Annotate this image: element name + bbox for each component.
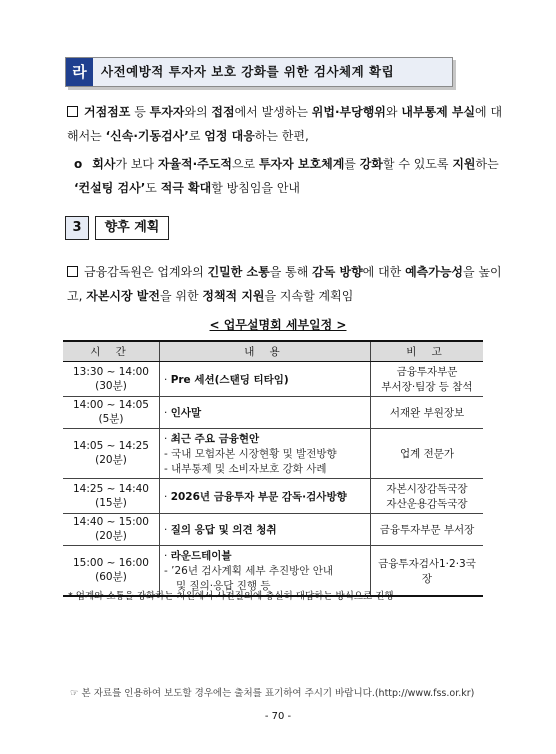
page-number: - 70 - (264, 711, 292, 722)
schedule-table (63, 340, 483, 597)
section-number: 3 (65, 216, 89, 240)
section-label: 향후 계획 (95, 216, 169, 240)
citation-notice: ☞ 본 자료를 인용하여 보도할 경우에는 출처를 표기하여 주시기 바랍니다.(http://www.fss.or.kr) (70, 688, 475, 699)
note-cell: 금융투자부문 부서장 (371, 514, 484, 546)
time-cell: 14:00 ~ 14:05 (5분) (63, 397, 160, 429)
paragraph-consulting: o 회사가 보다 자율적·주도적으로 투자자 보호체계를 강화할 수 있도록 지원하는 ‘컨설팅 검사’도 적극 확대할 방침임을 안내 (74, 157, 499, 195)
time-cell: 14:25 ~ 14:40 (15분) (63, 479, 160, 514)
header-note: 비 고 (371, 341, 484, 362)
section-title: 사전예방적 투자자 보호 강화를 위한 검사체계 확립 (101, 64, 395, 79)
table-row (63, 514, 483, 546)
note-cell: 금융투자검사1·2·3국장 (371, 546, 484, 597)
square-bullet-icon (67, 266, 78, 277)
table-row (63, 362, 483, 397)
table-row (63, 429, 483, 479)
paragraph-future-plan: 금융감독원은 업계와의 긴밀한 소통을 통해 감독 방향에 대한 예측가능성을 높이고, 자본시장 발전을 위한 정책적 지원을 지속할 계획임 (67, 265, 502, 303)
content-cell: · Pre 세션(스탠딩 티타임) (160, 362, 371, 397)
content-cell: · 질의 응답 및 의견 청취 (160, 514, 371, 546)
circle-bullet-icon: o (74, 157, 83, 171)
note-cell: 자본시장감독국장 자산운용감독국장 (371, 479, 484, 514)
table-caption: < 업무설명회 세부일정 > (209, 318, 347, 332)
table-row (63, 479, 483, 514)
time-cell: 14:40 ~ 15:00 (20분) (63, 514, 160, 546)
section-badge: 라 (66, 58, 93, 86)
header-time: 시 간 (63, 341, 160, 362)
header-content: 내 용 (160, 341, 371, 362)
time-cell: 13:30 ~ 14:00 (30분) (63, 362, 160, 397)
paragraph-inspection: 거점점포 등 투자자와의 접점에서 발생하는 위법·부당행위와 내부통제 부실에 대해서는 ‘신속·기동검사’로 엄정 대응하는 한편, (67, 105, 503, 143)
square-bullet-icon (67, 106, 78, 117)
note-cell: 업계 전문가 (371, 429, 484, 479)
content-cell: · 최근 주요 금융현안 - 국내 모험자본 시장현황 및 발전방향 - 내부통제 및 소비자보호 강화 사례 (160, 429, 371, 479)
time-cell: 14:05 ~ 14:25 (20분) (63, 429, 160, 479)
table-footnote: * 업계와 소통을 강화하는 차원에서 사전질의에 충실히 대답하는 방식으로 진행 (68, 591, 394, 602)
table-header-row (63, 341, 483, 362)
note-cell: 금융투자부문 부서장·팀장 등 참석 (371, 362, 484, 397)
content-cell: · 2026년 금융투자 부문 감독·검사방향 (160, 479, 371, 514)
time-cell: 15:00 ~ 16:00 (60분) (63, 546, 160, 597)
note-cell: 서재완 부원장보 (371, 397, 484, 429)
section-header-ra (65, 57, 453, 87)
table-row (63, 397, 483, 429)
content-cell: · 인사말 (160, 397, 371, 429)
content-cell: · 라운드테이블 - ’26년 검사계획 세부 추진방안 안내 및 질의·응답 진행 등 (160, 546, 371, 597)
